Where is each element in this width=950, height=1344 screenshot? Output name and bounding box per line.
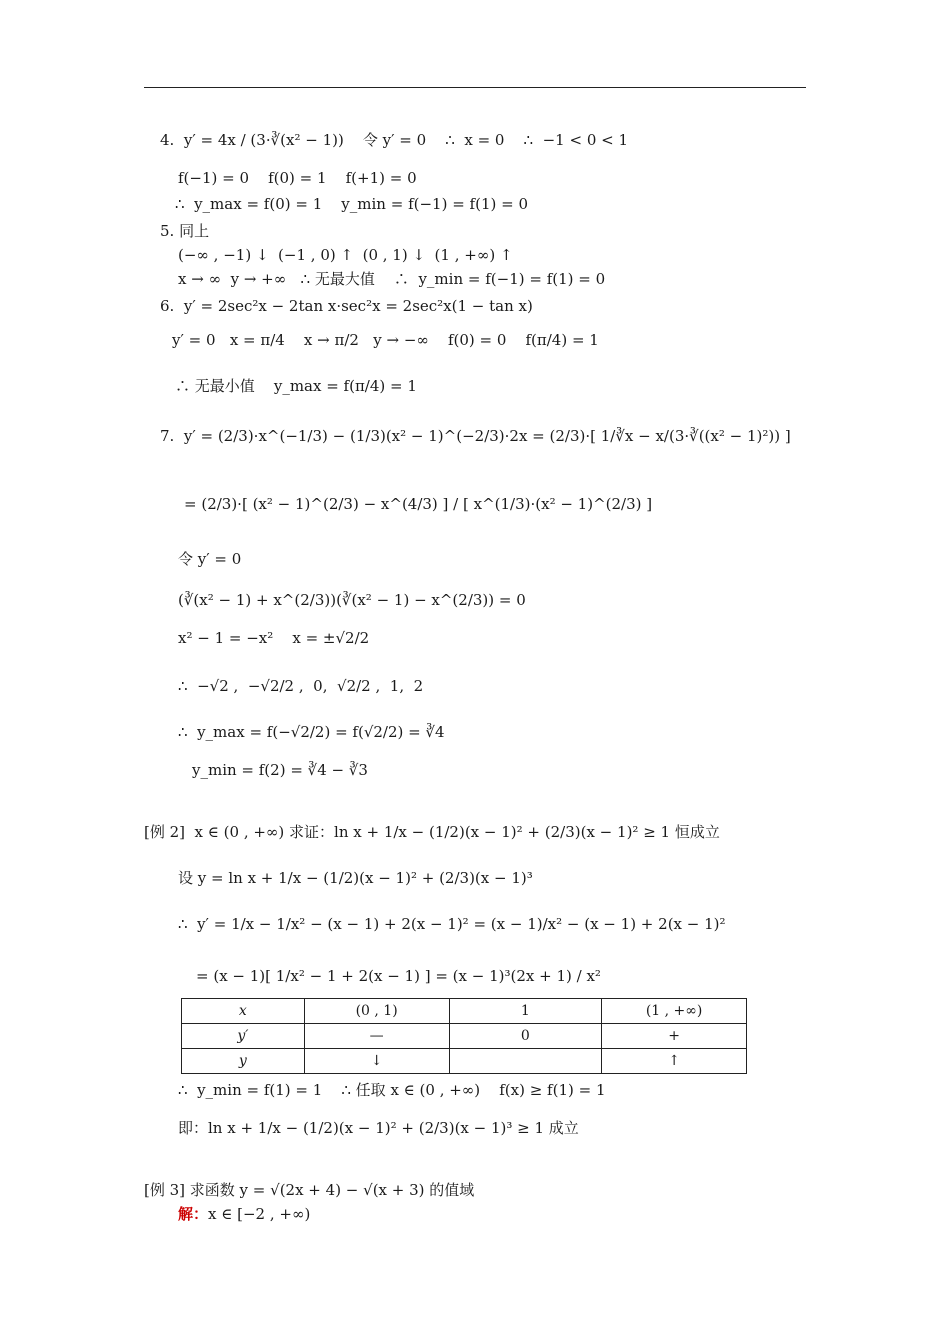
line-6b: y′ = 0 x = π/4 x → π/2 y → −∞ f(0) = 0 f(π/4) = 1 <box>172 331 599 349</box>
table-cell: + <box>602 1024 747 1049</box>
solution-text: x ∈ [−2 , +∞) <box>208 1205 311 1223</box>
table-cell: 1 <box>449 999 602 1024</box>
line-7g: ∴ y_max = f(−√2/2) = f(√2/2) = ∛4 <box>178 723 445 741</box>
line-7d: (∛(x² − 1) + x^(2/3))(∛(x² − 1) − x^(2/3)) = 0 <box>178 591 526 609</box>
line-ex2d: ∴ y_min = f(1) = 1 ∴ 任取 x ∈ (0 , +∞) f(x) ≥ f(1) = 1 <box>178 1081 606 1099</box>
line-5c: x → ∞ y → +∞ ∴ 无最大值 ∴ y_min = f(−1) = f(1) = 0 <box>178 270 606 288</box>
table-cell: 0 <box>449 1024 602 1049</box>
header-rule <box>144 87 806 88</box>
line-ex2: [例 2] x ∈ (0 , +∞) 求证：ln x + 1/x − (1/2)(x − 1)² + (2/3)(x − 1)² ≥ 1 恒成立 <box>144 823 720 841</box>
solution-label: 解： <box>178 1205 209 1223</box>
line-4c: ∴ y_max = f(0) = 1 y_min = f(−1) = f(1) = 0 <box>175 195 528 213</box>
line-ex3: [例 3] 求函数 y = √(2x + 4) − √(x + 3) 的值域 <box>144 1181 475 1199</box>
table-cell: ↓ <box>304 1049 449 1074</box>
table-cell: y <box>182 1049 305 1074</box>
line-7b: = (2/3)·[ (x² − 1)^(2/3) − x^(4/3) ] / [ x^(1/3)·(x² − 1)^(2/3) ] <box>184 495 653 513</box>
line-7c: 令 y′ = 0 <box>178 550 242 568</box>
solution-line <box>178 1204 310 1224</box>
line-4b: f(−1) = 0 f(0) = 1 f(+1) = 0 <box>178 169 417 187</box>
table-cell: — <box>304 1024 449 1049</box>
line-ex2b: ∴ y′ = 1/x − 1/x² − (x − 1) + 2(x − 1)² = (x − 1)/x² − (x − 1) + 2(x − 1)² <box>178 915 726 933</box>
line-ex2e: 即：ln x + 1/x − (1/2)(x − 1)² + (2/3)(x − 1)³ ≥ 1 成立 <box>178 1119 579 1137</box>
line-7a: 7. y′ = (2/3)·x^(−1/3) − (1/3)(x² − 1)^(−2/3)·2x = (2/3)·[ 1/∛x − x/(3·∛((x² − 1)²)) ] <box>160 427 791 445</box>
line-7e: x² − 1 = −x² x = ±√2/2 <box>178 629 370 647</box>
table-row <box>182 1049 747 1074</box>
table-cell <box>449 1049 602 1074</box>
line-7h: y_min = f(2) = ∛4 − ∛3 <box>192 761 368 779</box>
line-ex2a: 设 y = ln x + 1/x − (1/2)(x − 1)² + (2/3)(x − 1)³ <box>178 869 533 887</box>
line-ex2c: = (x − 1)[ 1/x² − 1 + 2(x − 1) ] = (x − 1)³(2x + 1) / x² <box>196 967 601 985</box>
table-row <box>182 999 747 1024</box>
line-7f: ∴ −√2 , −√2/2 , 0, √2/2 , 1, 2 <box>178 677 424 695</box>
line-4a: 4. y′ = 4x / (3·∛(x² − 1)) 令 y′ = 0 ∴ x = 0 ∴ −1 < 0 < 1 <box>160 131 629 149</box>
line-6a: 6. y′ = 2sec²x − 2tan x·sec²x = 2sec²x(1 − tan x) <box>160 297 533 315</box>
monotonicity-table <box>181 998 747 1074</box>
table-cell: (1 , +∞) <box>602 999 747 1024</box>
line-5a: 5. 同上 <box>160 222 210 240</box>
table-cell: ↑ <box>602 1049 747 1074</box>
table-cell: x <box>182 999 305 1024</box>
line-5b: (−∞ , −1) ↓ (−1 , 0) ↑ (0 , 1) ↓ (1 , +∞) ↑ <box>178 246 513 264</box>
table-cell: (0 , 1) <box>304 999 449 1024</box>
table-row <box>182 1024 747 1049</box>
table-cell: y′ <box>182 1024 305 1049</box>
line-6c: ∴ 无最小值 y_max = f(π/4) = 1 <box>175 377 417 395</box>
